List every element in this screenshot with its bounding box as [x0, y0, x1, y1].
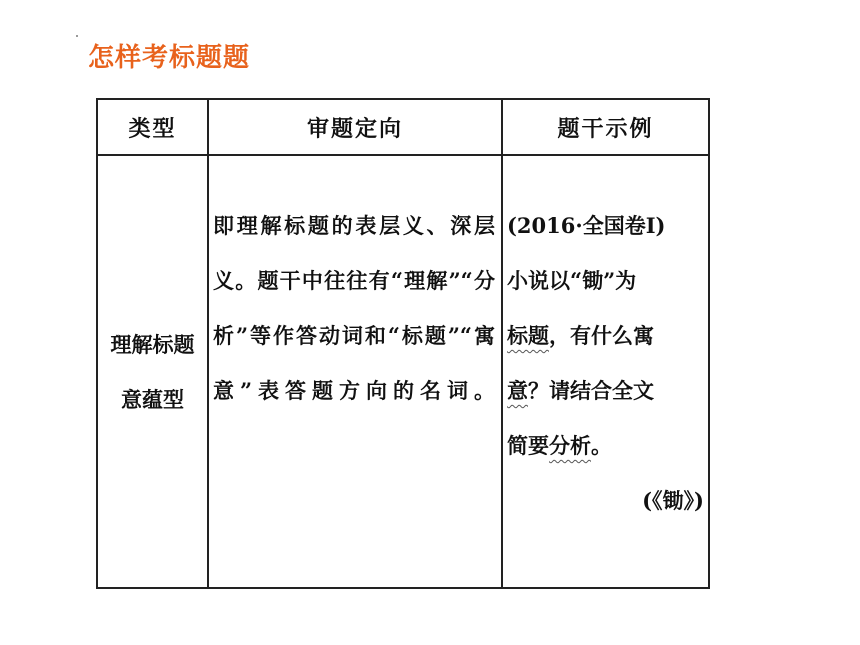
- orientation-text: 即理解标题的表层义、深层义。题干中往往有“理解”“分析”等作答动词和“标题”“寓意”表答题方向的名词。: [213, 213, 495, 403]
- table-divider-2: [501, 98, 503, 589]
- slide-title: 怎样考标题题: [88, 43, 251, 73]
- type-cell: [98, 156, 207, 587]
- type-label: 理解标题意蕴型: [110, 331, 195, 412]
- example-line-4: [507, 363, 704, 418]
- header-example: 题干示例: [557, 115, 654, 142]
- corner-mark: [76, 35, 78, 37]
- example-line-4-rest: ？请结合全文: [528, 378, 654, 403]
- example-line-3-rest: ，有什么寓: [549, 323, 654, 348]
- example-line-5-a: 简要: [507, 433, 549, 458]
- table-border-right: [708, 98, 710, 589]
- example-line-2: 小说以“锄”为: [507, 268, 637, 293]
- table-border-bottom: [96, 587, 710, 589]
- emphasis-meaning: 意: [507, 378, 528, 403]
- header-type: 类型: [128, 115, 177, 142]
- emphasis-analyze: 分析: [549, 433, 591, 458]
- example-source-tag: (2016·全国卷Ⅰ): [507, 213, 666, 238]
- example-cell: [507, 198, 704, 528]
- table-divider-1: [207, 98, 209, 589]
- emphasis-title: 标题: [507, 323, 549, 348]
- example-line-3: [507, 308, 704, 363]
- orientation-cell: [213, 198, 495, 418]
- example-line-5-b: 。: [591, 433, 612, 458]
- example-line-5: [507, 418, 704, 473]
- question-type-table: [96, 98, 710, 589]
- header-orientation: 审题定向: [306, 115, 403, 142]
- example-text-source: (《锄》): [642, 488, 704, 513]
